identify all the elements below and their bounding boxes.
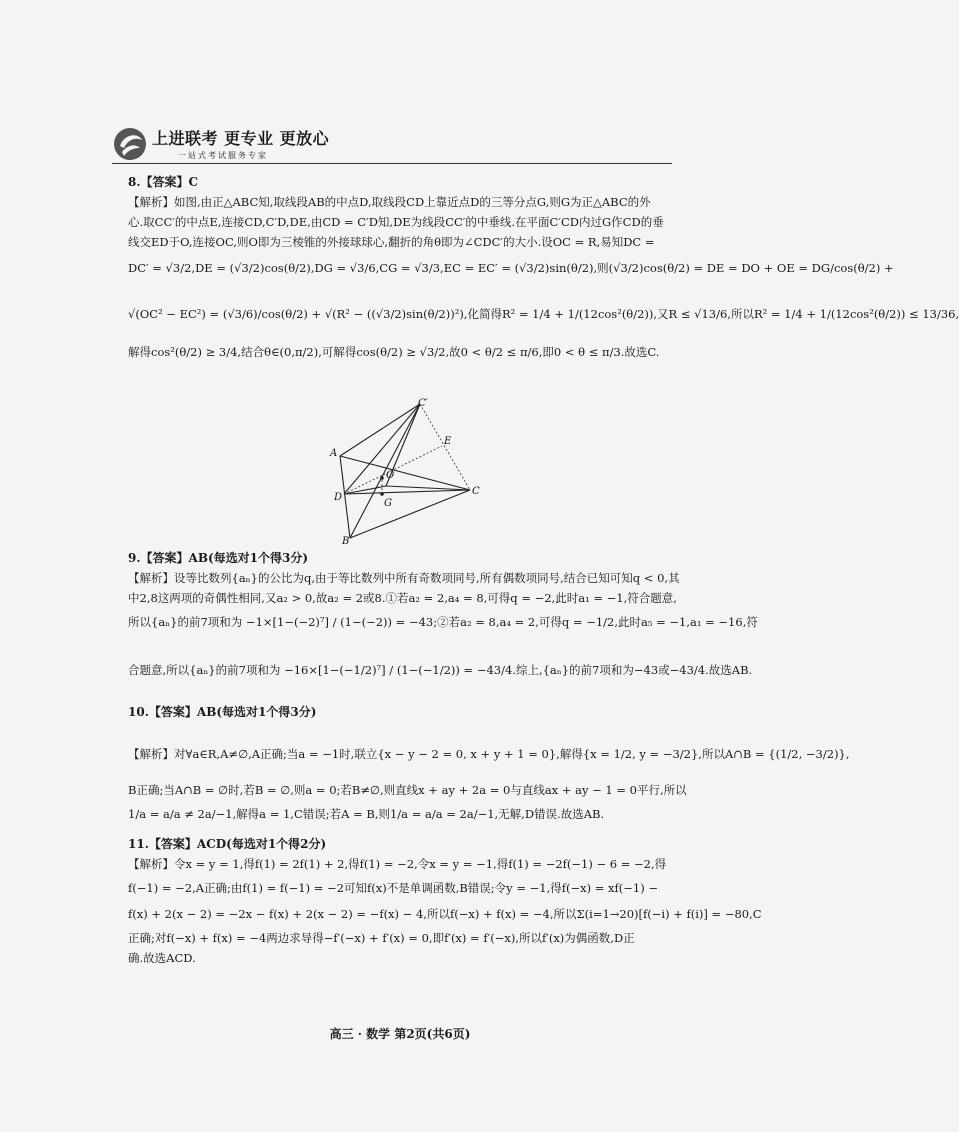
q8-line: √(OC² − EC²) = (√3/6)/cos(θ/2) + √(R² − ((√3/2)sin(θ/2))²),化简得R² = 1/4 + 1/(12cos²(θ/2)),又R ≤ √13/6,所以R² = 1/4 + 1/(12cos²(θ/2)) ≤ 13/36, — [128, 307, 959, 321]
q11-line: f(−1) = −2,A正确;由f(1) = f(−1) = −2可知f(x)不是单调函数,B错误;令y = −1,得f(−x) = xf(−1) − — [128, 881, 658, 895]
label-o: O — [386, 470, 395, 481]
label-e: E — [444, 436, 452, 447]
q8-line: 心.取CC′的中点E,连接CD,C′D,DE,由CD = C′D知,DE为线段CC′的中垂线.在平面C′CD内过G作CD的垂 — [128, 215, 664, 229]
q9-line: 合题意,所以{aₙ}的前7项和为 −16×[1−(−1/2)⁷] / (1−(−1/2)) = −43/4.综上,{aₙ}的前7项和为−43或−43/4.故选AB. — [128, 663, 753, 677]
tetrahedron-figure — [320, 398, 490, 547]
q9-line: 【解析】设等比数列{aₙ}的公比为q,由于等比数列中所有奇数项同号,所有偶数项同号,结合已知可知q < 0,其 — [128, 571, 680, 585]
q9-answer: 9.【答案】AB(每选对1个得3分) — [128, 551, 309, 565]
q11-line: 确.故选ACD. — [128, 951, 196, 965]
q10-line: 【解析】对∀a∈R,A≠∅,A正确;当a = −1时,联立{x − y − 2 = 0, x + y + 1 = 0},解得{x = 1/2, y = −3/2},所以A∩B = {(1/2, −3/2)}, — [128, 747, 850, 761]
label-a: A — [330, 448, 338, 459]
label-c-prime: C′ — [418, 398, 428, 409]
label-c: C — [472, 486, 480, 497]
page-footer: 高三 · 数学 第2页(共6页) — [329, 1027, 471, 1041]
q8-line: DC′ = √3/2,DE = (√3/2)cos(θ/2),DG = √3/6,CG = √3/3,EC = EC′ = (√3/2)sin(θ/2),则(√3/2)cos(θ/2) = DE = DO + OE = DG/cos(θ/2) + — [128, 261, 894, 275]
q11-line: f(x) + 2(x − 2) = −2x − f(x) + 2(x − 2) = −f(x) − 4,所以f(−x) + f(x) = −4,所以Σ(i=1→20)[f(−i) + f(i)] = −80,C — [128, 907, 762, 921]
q9-section — [128, 548, 758, 680]
label-g: G — [384, 498, 392, 509]
label-b: B — [342, 536, 350, 547]
q9-line: 中2,8这两项的奇偶性相同,又a₂ > 0,故a₂ = 2或8.①若a₂ = 2,a₄ = 8,可得q = −2,此时a₁ = −1,符合题意, — [128, 591, 677, 605]
q9-line: 所以{aₙ}的前7项和为 −1×[1−(−2)⁷] / (1−(−2)) = −43;②若a₂ = 8,a₄ = 2,可得q = −1/2,此时a₅ = −1,a₁ = −16,符 — [128, 615, 758, 629]
q8-line: 线交ED于O,连接OC,则O即为三棱锥的外接球球心,翻折的角θ即为∠CDC′的大小.设OC = R,易知DC = — [128, 235, 655, 249]
q8-section — [128, 172, 959, 362]
subslogan: 一站式考试服务专家 — [178, 151, 268, 160]
point-g — [380, 492, 384, 496]
q10-section — [128, 702, 850, 824]
q8-answer: 8.【答案】C — [128, 175, 199, 189]
q11-line: 正确;对f(−x) + f(x) = −4两边求导得−f′(−x) + f′(x) = 0,即f′(x) = f′(−x),所以f′(x)为偶函数,D正 — [128, 931, 635, 945]
q10-line: 1/a = a/a ≠ 2a/−1,解得a = 1,C错误;若A = B,则1/a = a/a = 2a/−1,无解,D错误.故选AB. — [128, 807, 605, 821]
q10-line: B正确;当A∩B = ∅时,若B = ∅,则a = 0;若B≠∅,则直线x + ay + 2a = 0与直线ax + ay − 1 = 0平行,所以 — [128, 783, 687, 797]
header — [112, 124, 712, 168]
q11-line: 【解析】令x = y = 1,得f(1) = 2f(1) + 2,得f(1) = −2,令x = y = −1,得f(1) = −2f(−1) − 6 = −2,得 — [128, 857, 667, 871]
q10-answer: 10.【答案】AB(每选对1个得3分) — [128, 705, 317, 719]
q8-line: 【解析】如图,由正△ABC知,取线段AB的中点D,取线段CD上靠近点D的三等分点G,则G为正△ABC的外 — [128, 195, 651, 209]
point-o — [380, 476, 384, 480]
header-divider — [112, 163, 672, 164]
logo-icon — [112, 126, 148, 162]
q11-section — [128, 834, 762, 968]
label-d: D — [334, 492, 343, 503]
slogan: 上进联考 更专业 更放心 — [152, 129, 330, 148]
q8-line: 解得cos²(θ/2) ≥ 3/4,结合θ∈(0,π/2),可解得cos(θ/2) ≥ √3/2,故0 < θ/2 ≤ π/6,即0 < θ ≤ π/3.故选C. — [128, 345, 660, 359]
q11-answer: 11.【答案】ACD(每选对1个得2分) — [128, 837, 327, 851]
